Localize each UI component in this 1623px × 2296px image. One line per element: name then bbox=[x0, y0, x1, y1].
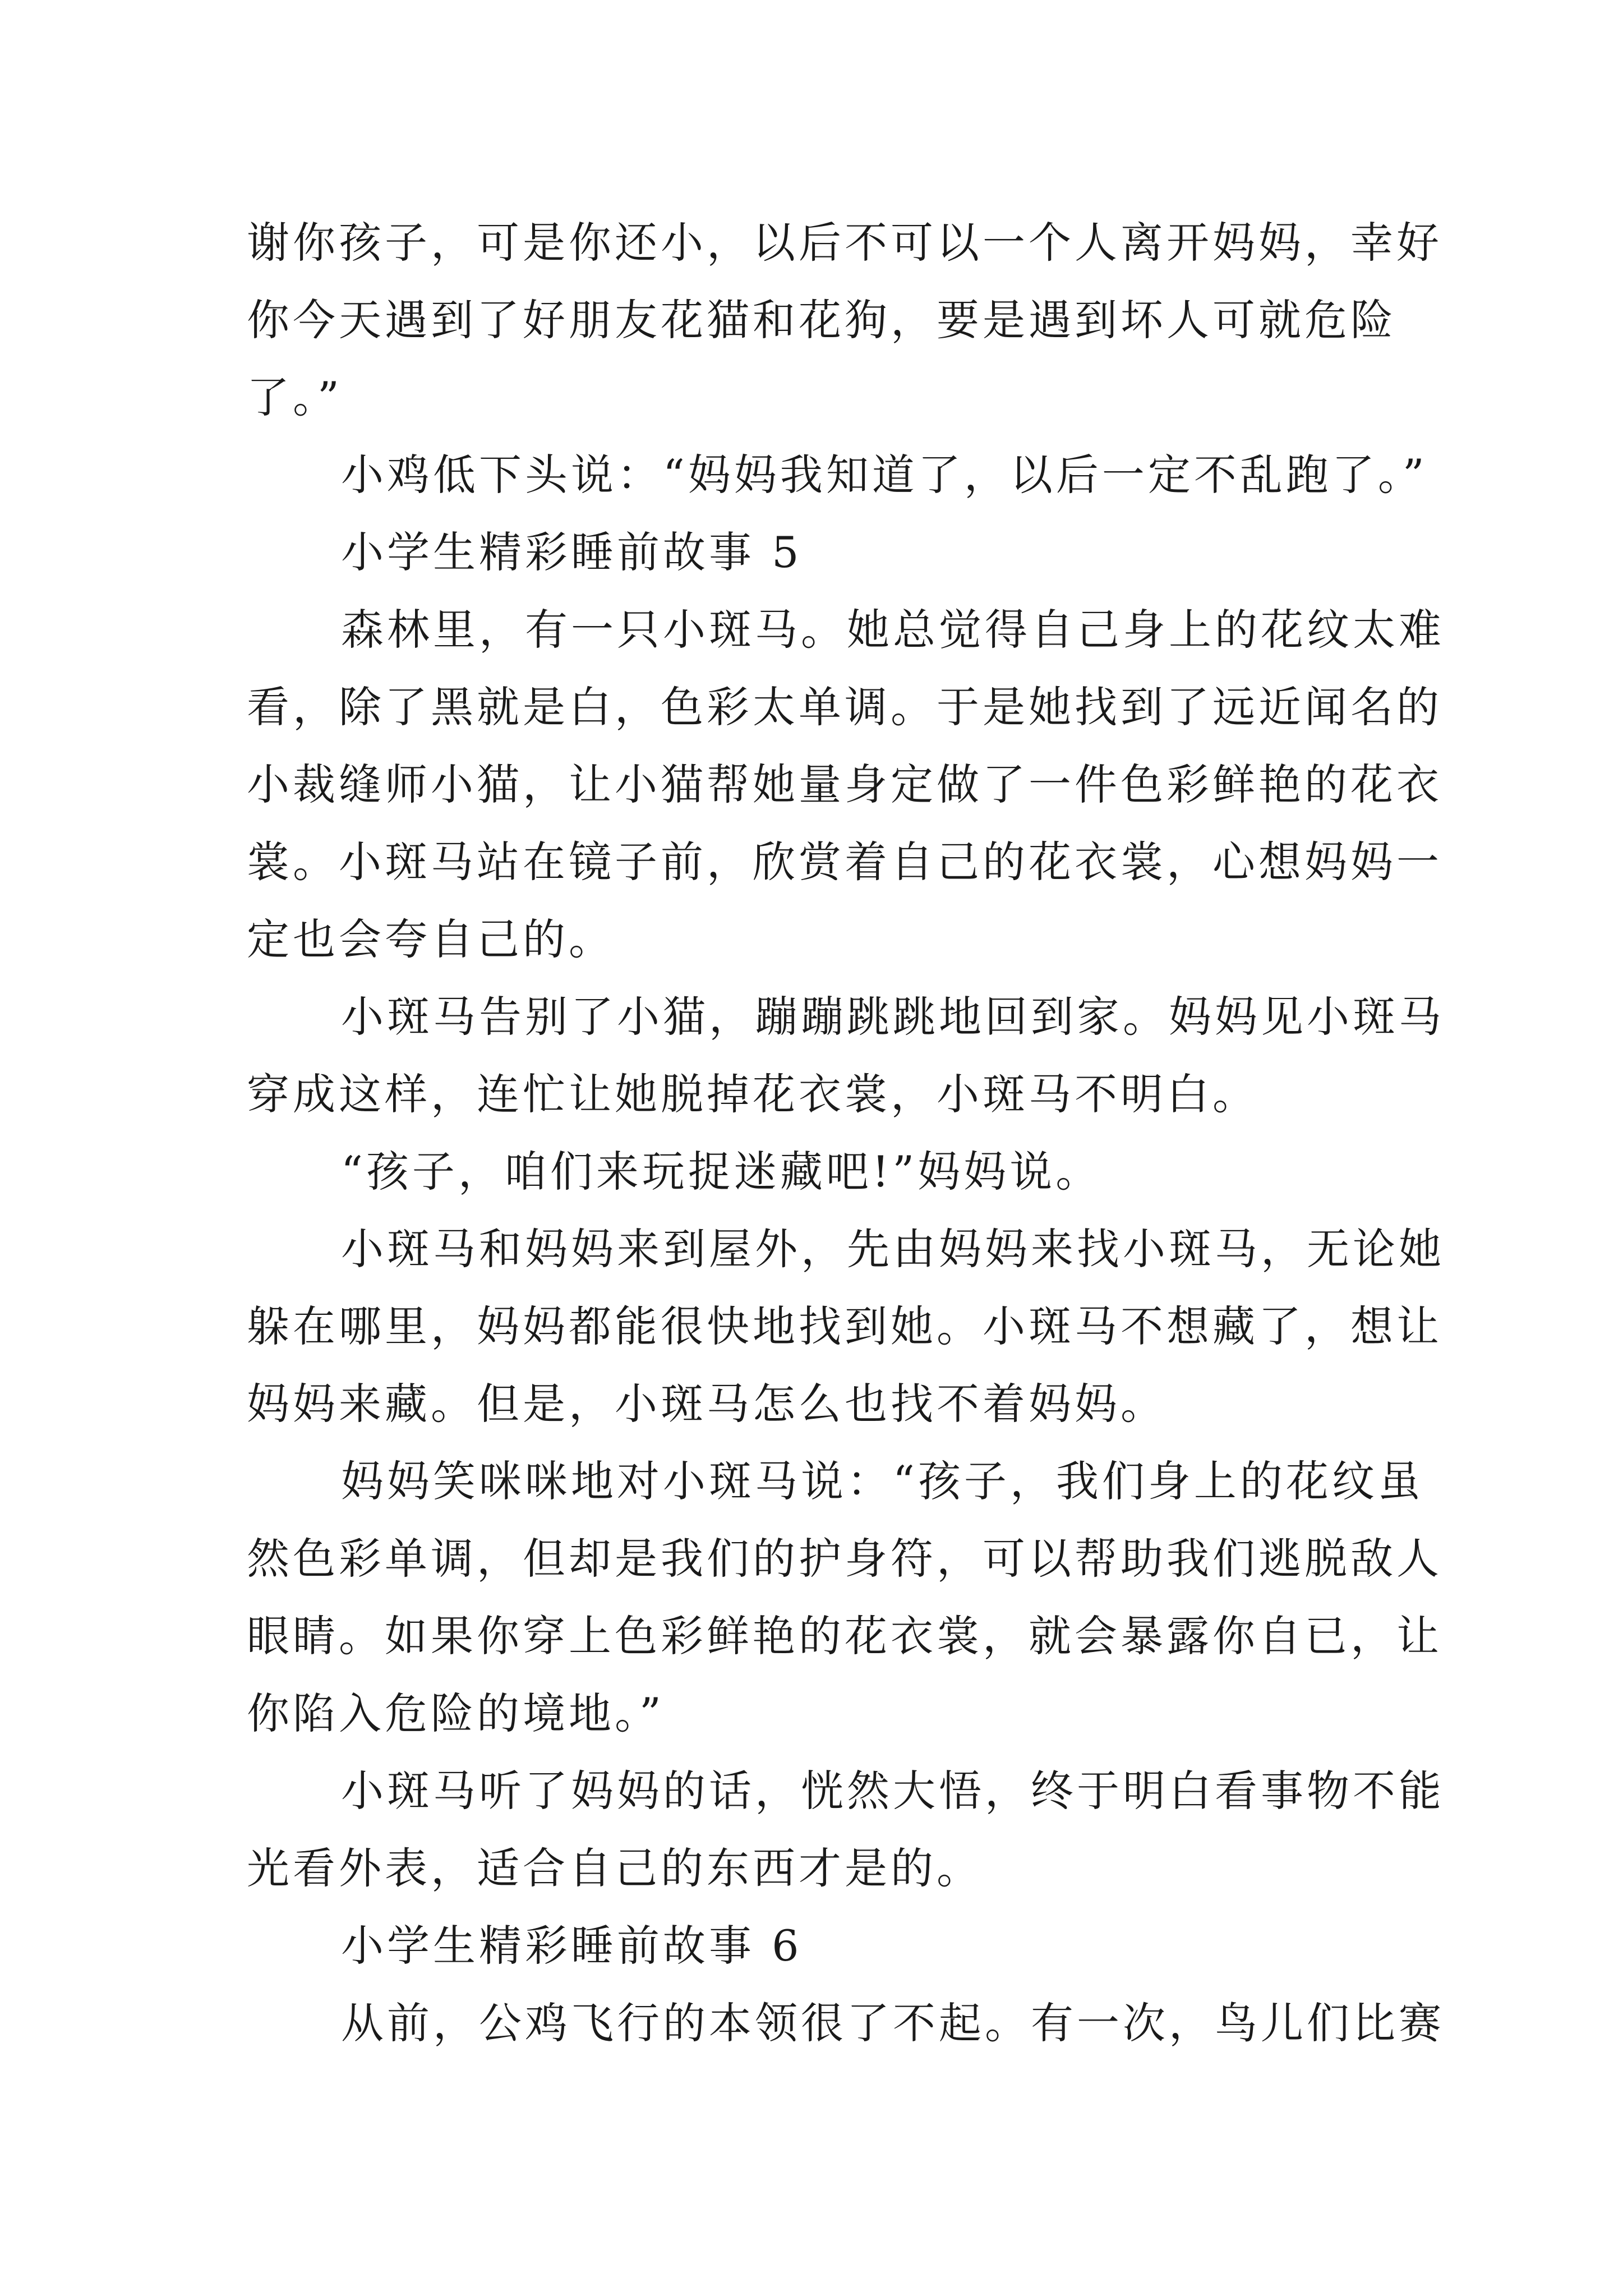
text-line: 光看外表，适合自己的东西才是的。 bbox=[247, 1843, 983, 1893]
text-line: 从前，公鸡飞行的本领很了不起。有一次，鸟儿们比赛 bbox=[341, 1998, 1445, 2048]
text-line: 你今天遇到了好朋友花猫和花狗，要是遇到坏人可就危险 bbox=[247, 295, 1396, 345]
text-line: 小斑马听了妈妈的话，恍然大悟，终于明白看事物不能 bbox=[341, 1766, 1445, 1816]
text-line: 小裁缝师小猫，让小猫帮她量身定做了一件色彩鲜艳的花衣 bbox=[247, 760, 1442, 809]
text-line: 然色彩单调，但却是我们的护身符，可以帮助我们逃脱敌人 bbox=[247, 1534, 1442, 1584]
text-line: 了。” bbox=[247, 372, 343, 422]
story-heading: 小学生精彩睡前故事 5 bbox=[341, 527, 803, 577]
text-line: 你陷入危险的境地。” bbox=[247, 1688, 665, 1738]
text-line: 裳。小斑马站在镜子前，欣赏着自己的花衣裳，心想妈妈一 bbox=[247, 837, 1442, 887]
text-line: 妈妈来藏。但是，小斑马怎么也找不着妈妈。 bbox=[247, 1379, 1166, 1429]
text-line: 小鸡低下头说：“妈妈我知道了，以后一定不乱跑了。” bbox=[341, 450, 1428, 500]
text-line: “孩子，咱们来玩捉迷藏吧!”妈妈说。 bbox=[341, 1147, 1102, 1197]
text-line: 眼睛。如果你穿上色彩鲜艳的花衣裳，就会暴露你自已，让 bbox=[247, 1611, 1442, 1661]
text-line: 躲在哪里，妈妈都能很快地找到她。小斑马不想藏了，想让 bbox=[247, 1301, 1442, 1351]
text-line: 森林里，有一只小斑马。她总觉得自己身上的花纹太难 bbox=[341, 605, 1445, 655]
document-body bbox=[247, 204, 1445, 2062]
text-line: 小斑马告别了小猫，蹦蹦跳跳地回到家。妈妈见小斑马 bbox=[341, 992, 1445, 1042]
text-line: 小斑马和妈妈来到屋外，先由妈妈来找小斑马，无论她 bbox=[341, 1224, 1445, 1274]
story-heading: 小学生精彩睡前故事 6 bbox=[341, 1921, 803, 1971]
text-line: 妈妈笑咪咪地对小斑马说：“孩子，我们身上的花纹虽 bbox=[341, 1456, 1424, 1506]
text-line: 穿成这样，连忙让她脱掉花衣裳，小斑马不明白。 bbox=[247, 1069, 1258, 1119]
text-line: 看，除了黑就是白，色彩太单调。于是她找到了远近闻名的 bbox=[247, 682, 1442, 732]
text-line: 谢你孩子，可是你还小，以后不可以一个人离开妈妈，幸好 bbox=[247, 218, 1442, 268]
text-line: 定也会夸自己的。 bbox=[247, 914, 615, 964]
